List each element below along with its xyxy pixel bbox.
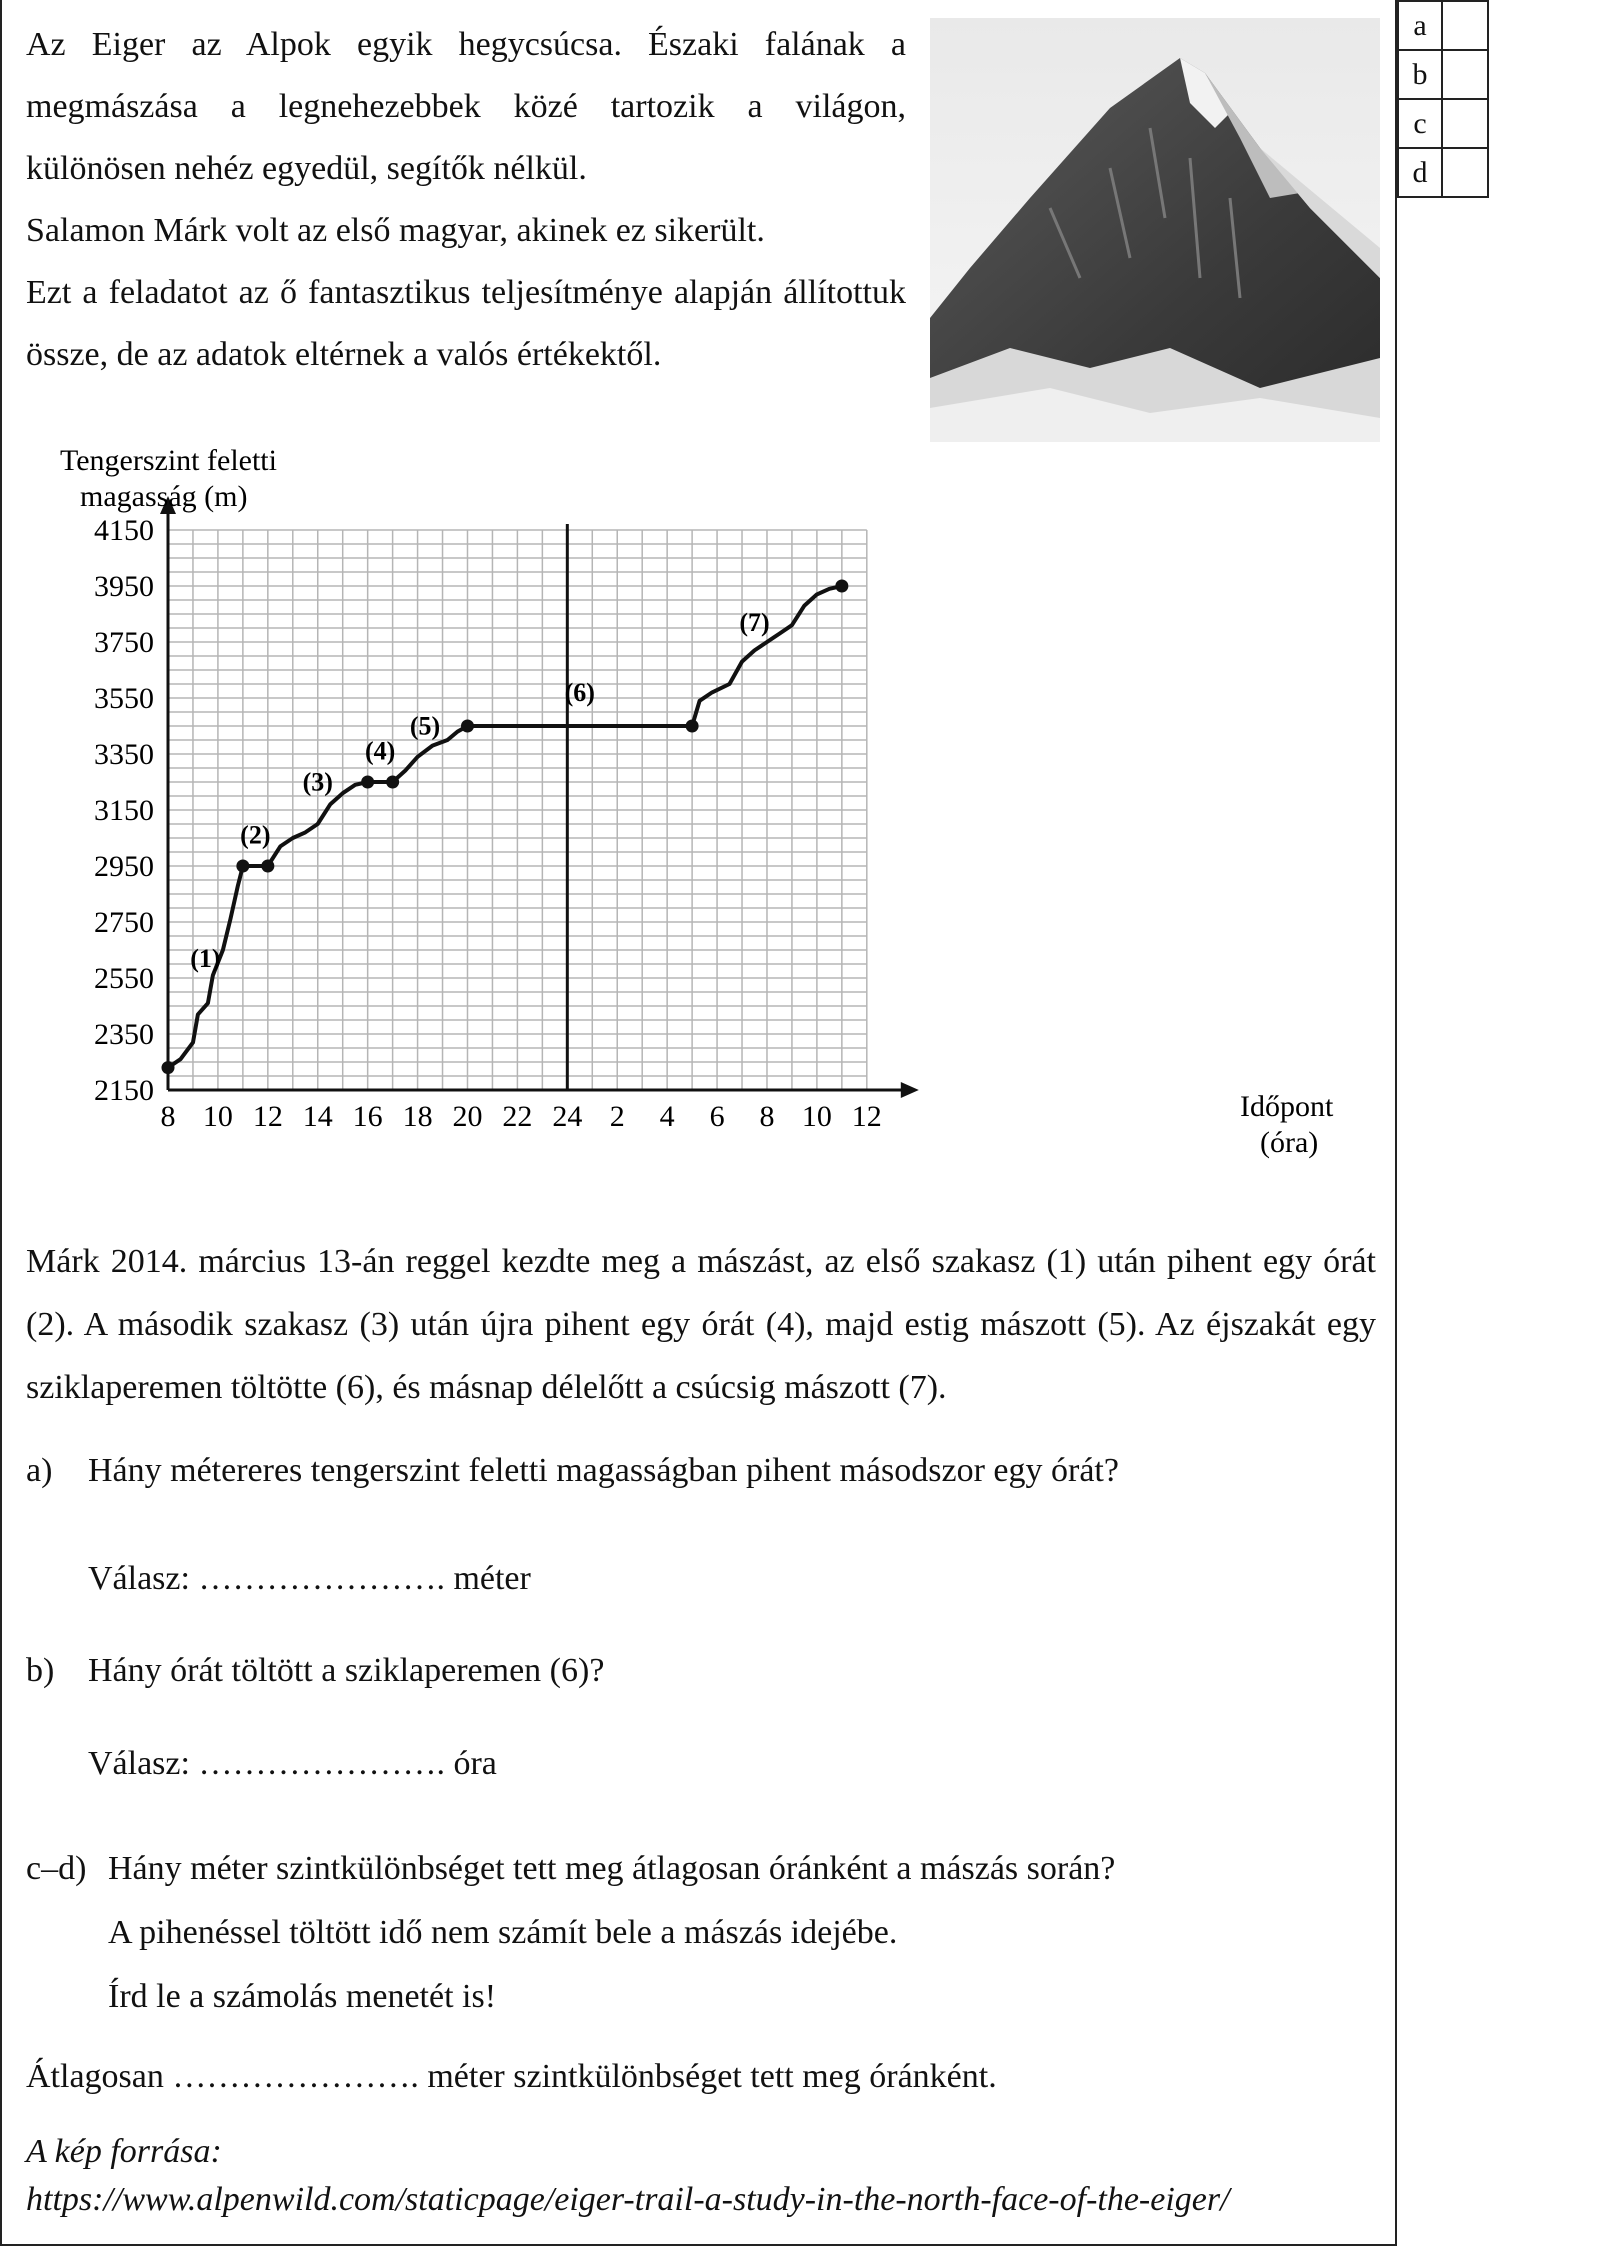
- body-paragraph: Márk 2014. március 13-án reggel kezdte meg a mászást, az első szakasz (1) után pihent egy órát (2). A második szakasz (3) után újra pihent egy órát (4), majd estig mászott (5). Az éjszakát egy sziklaperemen töltötte (6), és másnap délelőtt a csúcsig mászott (7).: [26, 1243, 1376, 1406]
- y-tick-label: 2750: [94, 906, 154, 939]
- question-a-answer[interactable]: Válasz: …………………. méter: [88, 1560, 531, 1597]
- intro-line-2: Salamon Márk volt az első magyar, akinek ez sikerült.: [26, 212, 765, 249]
- y-tick-labels: [94, 514, 154, 1107]
- x-tick-label: 20: [452, 1100, 483, 1133]
- question-b-answer[interactable]: Válasz: …………………. óra: [88, 1745, 497, 1782]
- intro-text: [26, 14, 906, 386]
- score-cell-d[interactable]: [1442, 148, 1488, 197]
- y-tick-label: 3750: [94, 626, 154, 659]
- score-cell-a[interactable]: [1442, 1, 1488, 50]
- x-tick-label: 8: [759, 1100, 775, 1133]
- x-tick-label: 18: [402, 1100, 433, 1133]
- x-tick-label: 16: [352, 1100, 383, 1133]
- x-tick-label: 10: [202, 1100, 233, 1133]
- score-cell-c[interactable]: [1442, 99, 1488, 148]
- x-axis-label-line-2: (óra): [1260, 1126, 1319, 1159]
- series-marker: [386, 776, 399, 789]
- series-marker: [686, 720, 699, 733]
- segment-label: (6): [564, 677, 595, 707]
- x-tick-label: 4: [659, 1100, 675, 1133]
- score-label-c: c: [1398, 99, 1442, 148]
- source-label: A kép forrása:: [26, 2133, 222, 2170]
- question-a-label: a): [26, 1452, 53, 1489]
- source-url[interactable]: https://www.alpenwild.com/staticpage/eiger-trail-a-study-in-the-north-face-of-the-eiger/: [26, 2181, 1230, 2218]
- question-cd-note-2: Írd le a számolás menetét is!: [108, 1978, 497, 2015]
- y-tick-label: 3550: [94, 682, 154, 715]
- x-axis-label-line-1: Időpont: [1240, 1090, 1334, 1123]
- segment-label: (7): [739, 607, 770, 637]
- y-tick-label: 2350: [94, 1018, 154, 1051]
- series-marker: [261, 860, 274, 873]
- altitude-chart: [40, 440, 1350, 1160]
- x-tick-label: 24: [552, 1100, 583, 1133]
- eiger-photo: [930, 18, 1380, 442]
- score-box: [1397, 0, 1489, 198]
- score-label-d: d: [1398, 148, 1442, 197]
- y-axis-label-line-1: Tengerszint feletti: [60, 444, 277, 477]
- segment-label: (3): [302, 767, 333, 797]
- segment-label: (1): [190, 943, 221, 973]
- question-a-text: Hány métereres tengerszint feletti magasságban pihent másodszor egy órát?: [88, 1452, 1119, 1489]
- x-tick-label: 6: [709, 1100, 725, 1133]
- x-tick-labels: [161, 1100, 882, 1133]
- score-label-a: a: [1398, 1, 1442, 50]
- x-tick-label: 10: [801, 1100, 832, 1133]
- y-tick-label: 2550: [94, 962, 154, 995]
- y-tick-label: 2950: [94, 850, 154, 883]
- score-label-b: b: [1398, 50, 1442, 99]
- question-cd-text: Hány méter szintkülönbséget tett meg átlagosan óránként a mászás során?: [108, 1850, 1116, 1887]
- segment-label: (2): [240, 820, 271, 850]
- question-b-label: b): [26, 1652, 55, 1689]
- question-cd-note-1: A pihenéssel töltött idő nem számít bele a mászás idejébe.: [108, 1914, 898, 1951]
- y-tick-label: 3150: [94, 794, 154, 827]
- intro-line-1: Az Eiger az Alpok egyik hegycsúcsa. Északi falának a megmászása a legnehezebbek közé tartozik a világon, különösen nehéz egyedül, segítők nélkül.: [26, 26, 906, 187]
- x-tick-label: 22: [502, 1100, 533, 1133]
- series-marker: [361, 776, 374, 789]
- intro-line-3: Ezt a feladatot az ő fantasztikus teljesítménye alapján állítottuk össze, de az adatok eltérnek a valós értékektől.: [26, 274, 906, 373]
- score-cell-b[interactable]: [1442, 50, 1488, 99]
- x-tick-label: 12: [851, 1100, 882, 1133]
- question-cd-answer[interactable]: Átlagosan …………………. méter szintkülönbséget tett meg óránként.: [26, 2058, 997, 2095]
- x-tick-label: 2: [609, 1100, 625, 1133]
- x-tick-label: 14: [302, 1100, 333, 1133]
- series-marker: [236, 860, 249, 873]
- question-cd-label: c–d): [26, 1850, 87, 1887]
- segment-label: (5): [409, 711, 441, 741]
- y-tick-label: 2150: [94, 1074, 154, 1107]
- x-axis-arrow: [901, 1082, 919, 1098]
- y-tick-label: 3350: [94, 738, 154, 771]
- series-marker: [162, 1061, 175, 1074]
- y-tick-label: 4150: [94, 514, 154, 547]
- x-tick-label: 8: [160, 1100, 176, 1133]
- segment-label: (4): [364, 736, 396, 766]
- series-marker: [461, 720, 474, 733]
- x-tick-label: 12: [252, 1100, 283, 1133]
- y-tick-label: 3950: [94, 570, 154, 603]
- y-axis-label-line-2: magasság (m): [80, 480, 248, 513]
- question-b-text: Hány órát töltött a sziklaperemen (6)?: [88, 1652, 605, 1689]
- series-marker: [835, 580, 848, 593]
- image-source: [26, 2128, 1230, 2224]
- segment-labels: [190, 608, 769, 973]
